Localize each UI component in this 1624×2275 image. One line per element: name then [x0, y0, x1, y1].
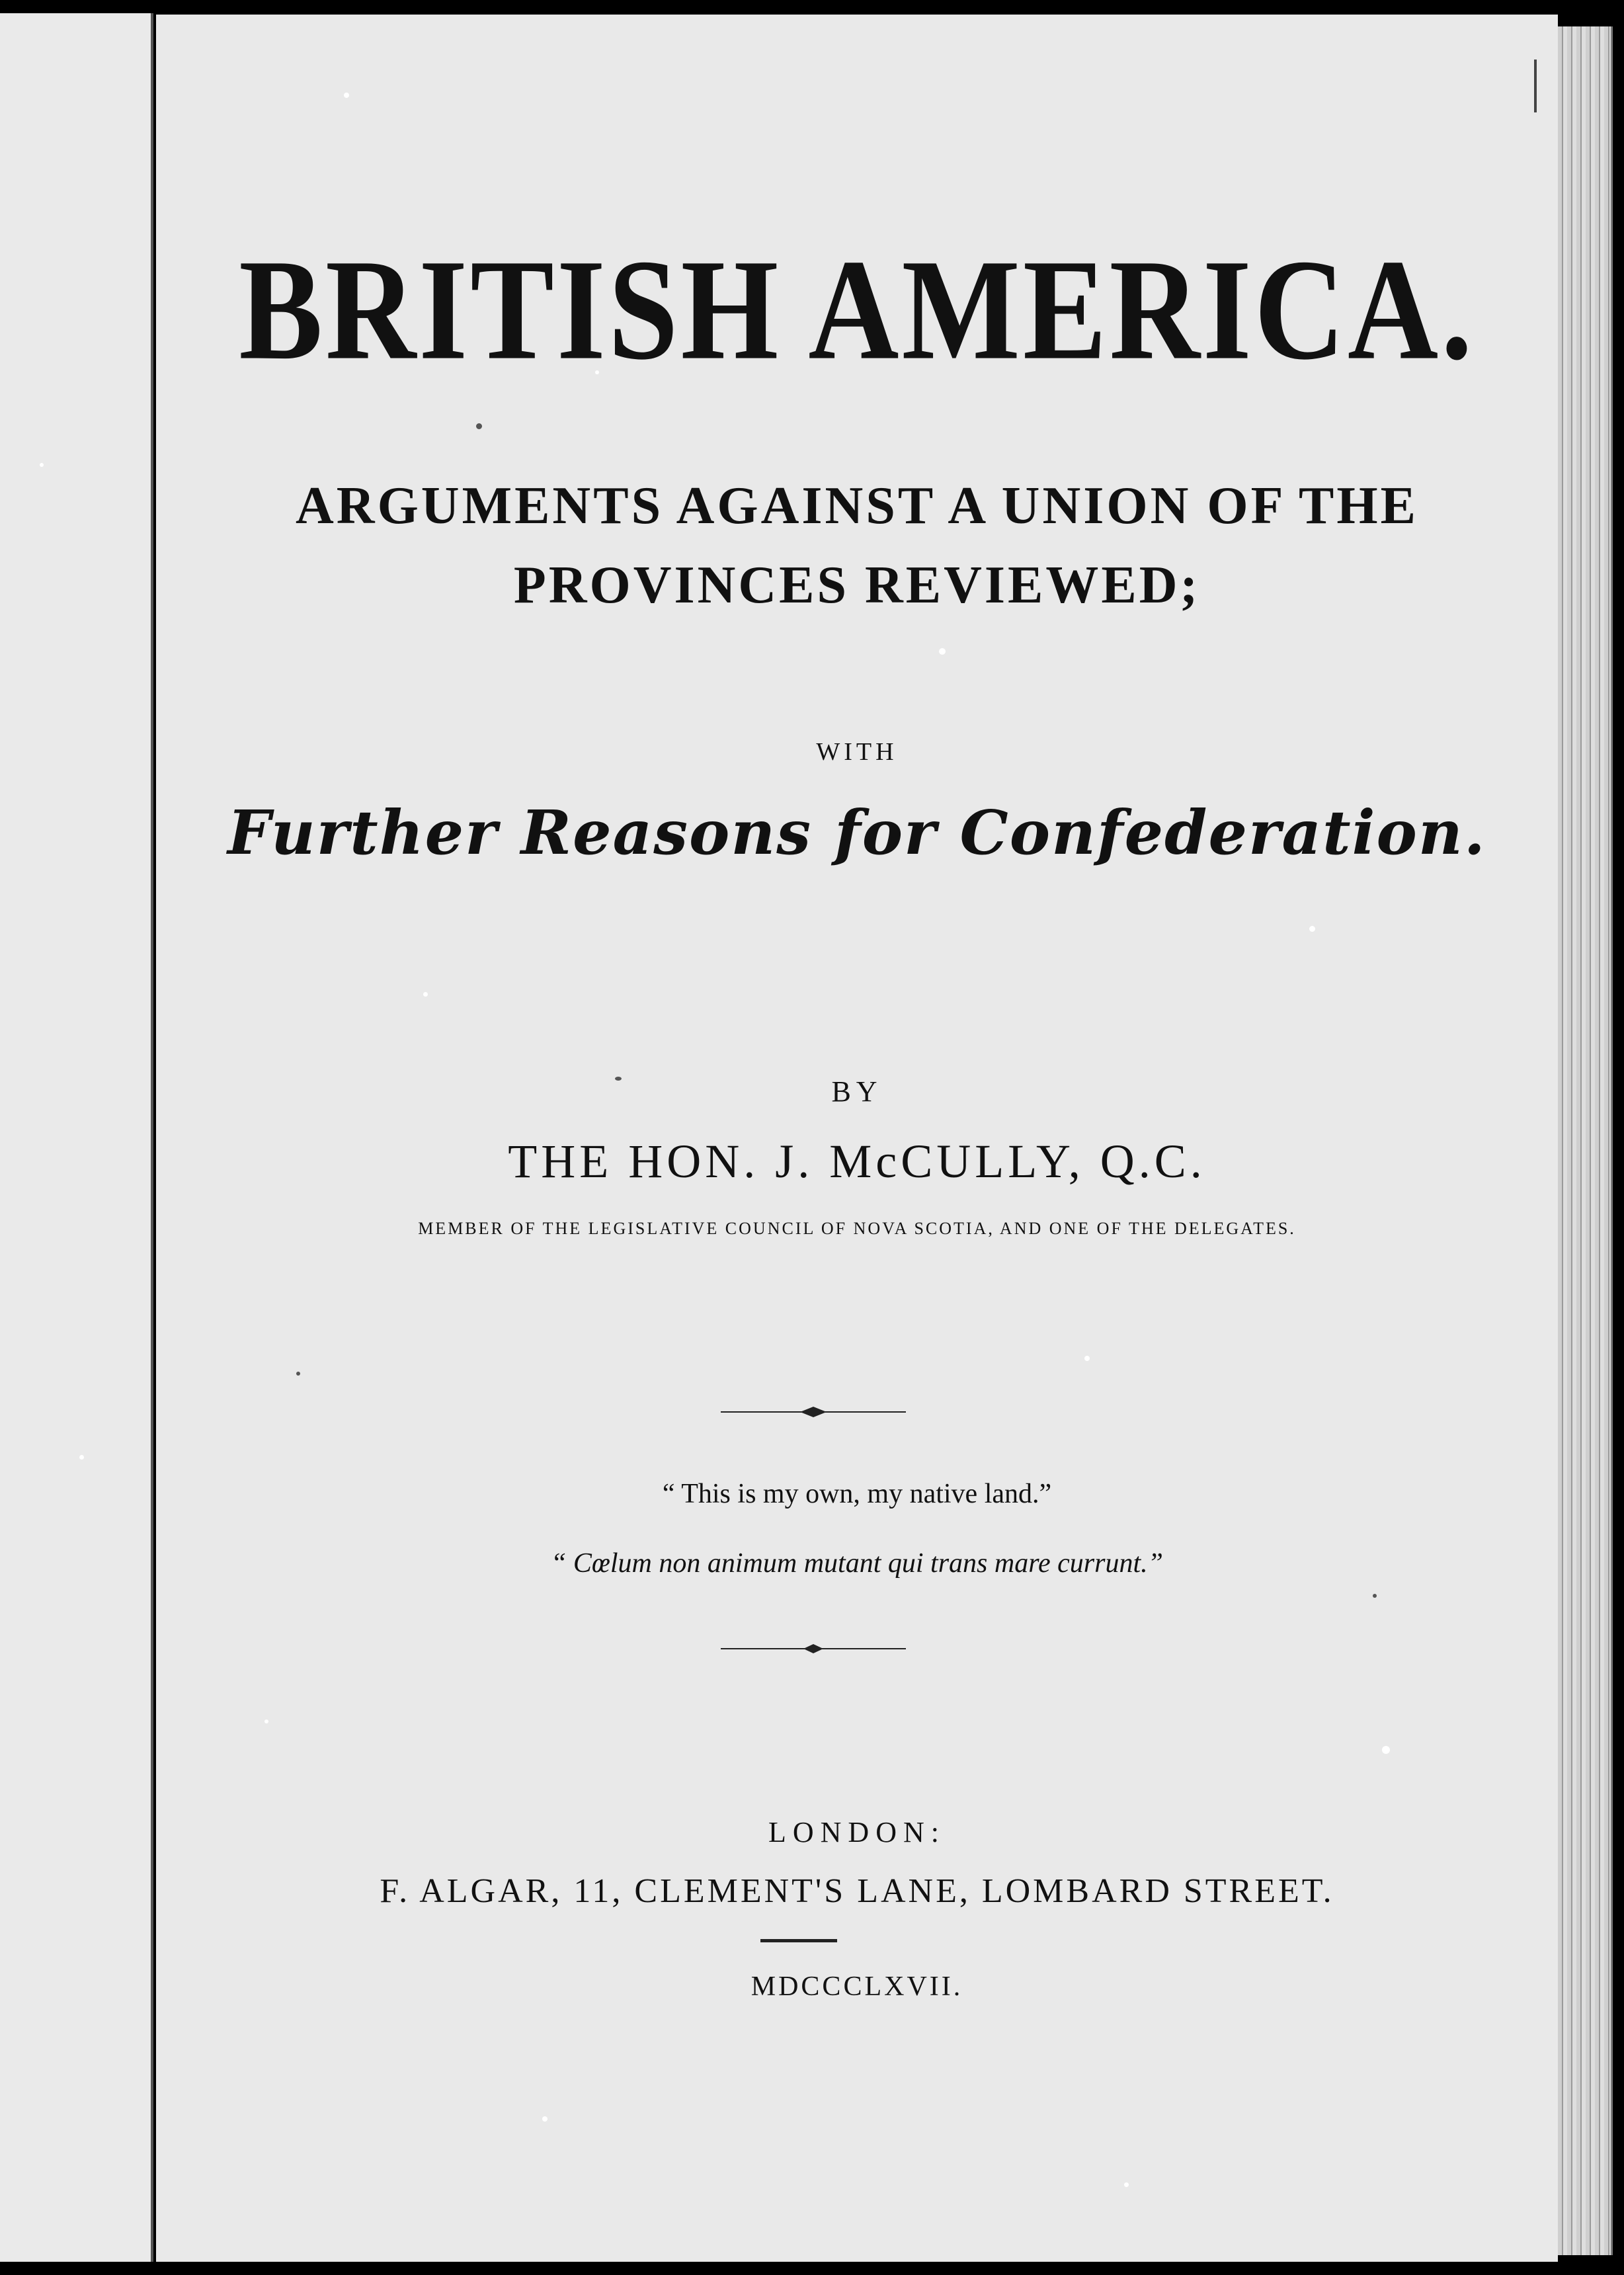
page-stack-edges: [1558, 26, 1613, 2255]
imprint-publisher: F. ALGAR, 11, CLEMENT'S LANE, LOMBARD STREET.: [380, 1872, 1334, 1910]
page-fold-mark: [1534, 60, 1537, 112]
subtitle-line-2: PROVINCES REVIEWED;: [513, 556, 1201, 614]
with-label: WITH: [816, 738, 898, 766]
dust-speck: [476, 423, 482, 429]
by-label: BY: [831, 1075, 883, 1108]
author-name: THE HON. J. McCULLY, Q.C.: [508, 1135, 1206, 1188]
dust-speck: [40, 463, 44, 467]
imprint-year: MDCCCLXVII.: [751, 1971, 963, 2002]
subtitle-line-1: ARGUMENTS AGAINST A UNION OF THE: [296, 477, 1418, 535]
further-reasons-title: Further Reasons for Confederation.: [227, 797, 1486, 868]
dust-speck: [939, 648, 946, 655]
dust-speck: [344, 93, 349, 98]
dust-speck: [1084, 1356, 1090, 1361]
dust-speck: [423, 992, 428, 997]
dust-speck: [1373, 1594, 1377, 1598]
book-title: BRITISH AMERICA.: [239, 230, 1475, 390]
dust-speck: [79, 1455, 84, 1460]
imprint-divider: [760, 1939, 837, 1942]
epigraph-english: “ This is my own, my native land.”: [662, 1479, 1052, 1509]
dust-speck: [1309, 926, 1315, 932]
dust-speck: [1382, 1746, 1390, 1754]
dust-speck: [296, 1372, 300, 1376]
previous-page-edge: [0, 13, 153, 2262]
epigraph-latin: “ Cœlum non animum mutant qui trans mare currunt.”: [550, 1548, 1164, 1579]
author-description: MEMBER OF THE LEGISLATIVE COUNCIL OF NOVA SCOTIA, AND ONE OF THE DELEGATES.: [418, 1219, 1296, 1238]
imprint-city: LONDON:: [768, 1816, 946, 1848]
ornamental-rule-icon: [721, 1402, 906, 1422]
dust-speck: [264, 1719, 268, 1723]
ornamental-rule-icon: [721, 1639, 906, 1659]
dust-speck: [542, 2116, 548, 2122]
dust-speck: [1124, 2182, 1129, 2187]
